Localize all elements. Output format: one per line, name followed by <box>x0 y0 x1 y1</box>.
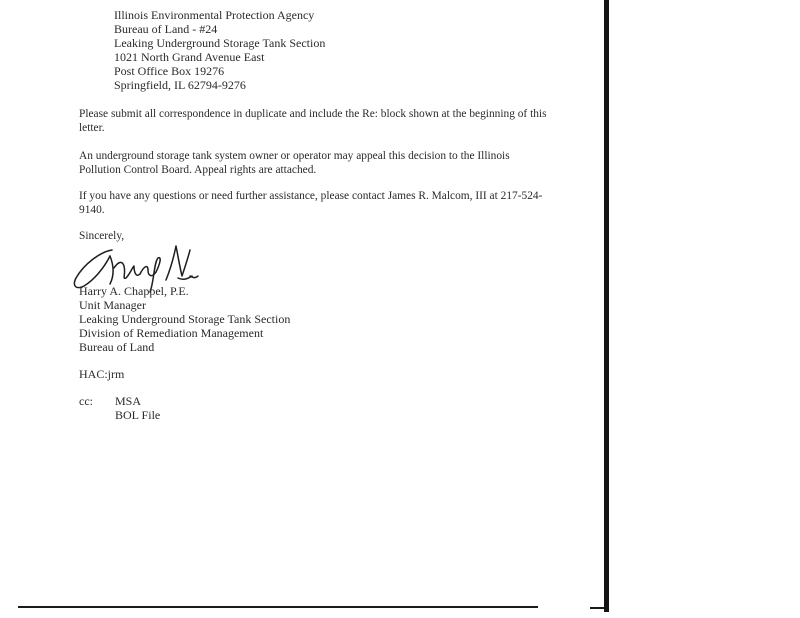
signer-section: Leaking Underground Storage Tank Section <box>79 312 291 326</box>
scan-edge-bottom <box>18 606 538 608</box>
cc-label: cc: <box>79 394 93 408</box>
signer-name: Harry A. Chappel, P.E. <box>79 284 189 298</box>
address-line: Post Office Box 19276 <box>114 63 225 78</box>
address-line: Leaking Underground Storage Tank Section <box>114 35 326 50</box>
reference-initials: HAC:jrm <box>79 367 125 381</box>
cc-recipient: BOL File <box>115 408 161 422</box>
cc-recipient: MSA <box>115 394 142 408</box>
recipient-address-block <box>114 9 325 92</box>
signer-block <box>79 284 290 354</box>
closing-salutation: Sincerely, <box>79 230 125 242</box>
appeal-paragraph: An underground storage tank system owner or operator may appeal this decision to the Illinois Pollution Control Board. Appeal rights are attached. <box>79 150 510 176</box>
address-line: Illinois Environmental Protection Agency <box>114 8 315 22</box>
signer-title: Unit Manager <box>79 298 146 312</box>
correspondence-paragraph: Please submit all correspondence in duplicate and include the Re: block shown at the beginning of this letter. <box>79 108 547 134</box>
contact-paragraph: If you have any questions or need further assistance, please contact James R. Malcom, III at 217-524-9140. <box>79 190 543 216</box>
scan-edge-right <box>604 0 609 612</box>
signer-bureau: Bureau of Land <box>79 340 155 354</box>
scan-edge-bottom-fragment <box>590 607 604 609</box>
cc-recipient-list <box>115 394 160 422</box>
signer-division: Division of Remediation Management <box>79 326 264 340</box>
address-line: Bureau of Land - #24 <box>114 21 218 36</box>
address-line: 1021 North Grand Avenue East <box>114 49 265 64</box>
address-line: Springfield, IL 62794-9276 <box>114 77 246 92</box>
